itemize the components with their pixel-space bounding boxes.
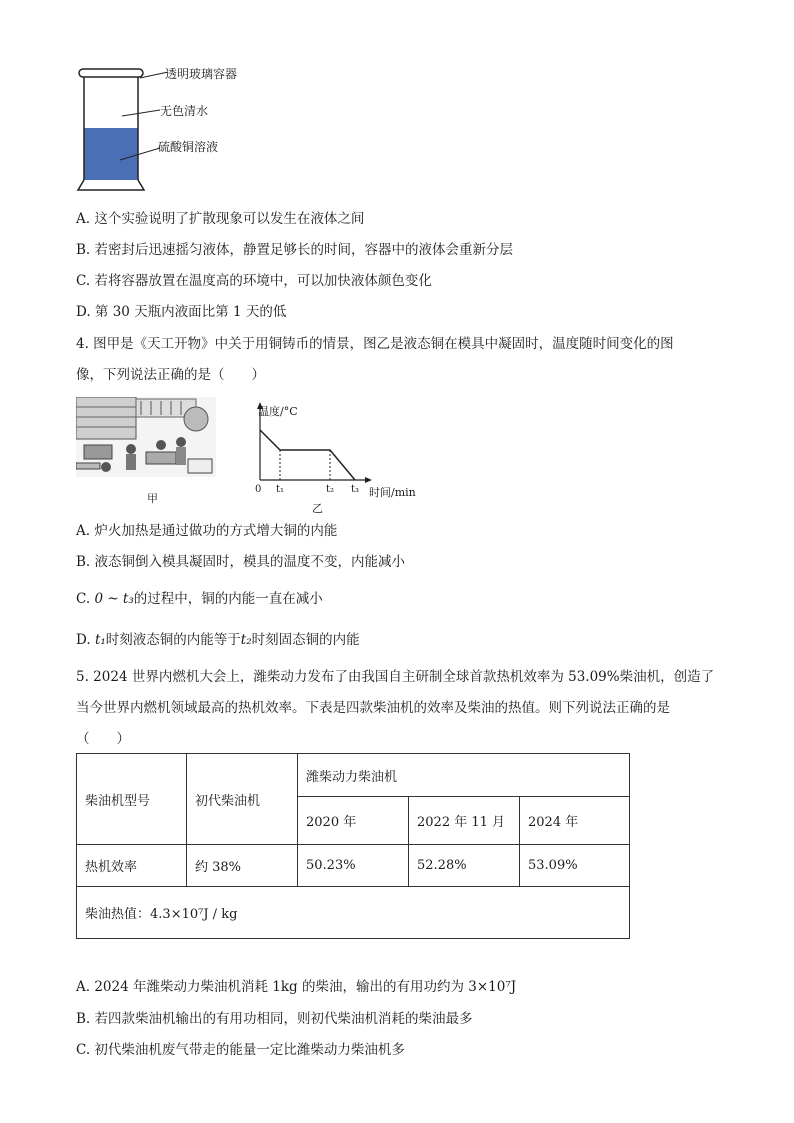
label-container: 透明玻璃容器 — [165, 67, 238, 81]
header-weichai: 潍柴动力柴油机 — [298, 754, 630, 797]
q5-stem-line1: 5. 2024 世界内燃机大会上，潍柴动力发布了由我国自主研制全球首款热机效率为 53.09%柴油机，创造了 — [76, 669, 715, 685]
q4-stem-line2: 像，下列说法正确的是（ ） — [76, 367, 265, 383]
q5-option-c: C. 初代柴油机废气带走的能量一定比潍柴动力柴油机多 — [76, 1042, 405, 1058]
label-solution: 硫酸铜溶液 — [158, 140, 219, 154]
q4-option-c-text: 的过程中，铜的内能一直在减小 — [133, 591, 323, 607]
graph-t2: t₂ — [326, 484, 335, 495]
efficiency-2020: 50.23% — [298, 845, 409, 887]
year-2024: 2024 年 — [520, 797, 630, 845]
x-axis-arrow — [365, 477, 372, 483]
efficiency-2022: 52.28% — [409, 845, 520, 887]
efficiency-first-gen: 约 38% — [187, 845, 298, 887]
header-first-gen: 初代柴油机 — [187, 754, 298, 845]
graph-ylabel: 温度/°C — [258, 405, 298, 418]
q4-option-d-letter: D. — [76, 632, 95, 648]
q5-stem-line2: 当今世界内燃机领域最高的热机效率。下表是四款柴油机的效率及柴油的热值。则下列说法正确的是 — [76, 700, 670, 716]
q4-option-d-t1: t₁ — [94, 632, 106, 648]
q4-option-c — [76, 590, 323, 608]
heat-value-cell — [77, 887, 630, 939]
figure-jia-label: 甲 — [147, 492, 158, 505]
year-2022: 2022 年 11 月 — [409, 797, 520, 845]
graph-origin: 0 — [255, 484, 262, 495]
q4-option-d-t2: t₂ — [240, 632, 252, 648]
heat-value-label: 柴油热值： — [85, 907, 151, 922]
cooling-curve — [260, 430, 355, 480]
q3-option-a: A. 这个实验说明了扩散现象可以发生在液体之间 — [76, 211, 365, 227]
table-row — [77, 845, 630, 887]
q3-option-c: C. 若将容器放置在温度高的环境中，可以加快液体颜色变化 — [76, 273, 432, 289]
q4-option-c-expr: 0 ~ t₃ — [94, 591, 134, 607]
q4-option-d — [76, 631, 360, 649]
graph-t1: t₁ — [276, 484, 285, 495]
row-label-efficiency: 热机效率 — [77, 845, 187, 887]
heat-value: 4.3×10⁷J / kg — [150, 907, 238, 922]
tiangong-kaiwu-illustration — [76, 397, 216, 489]
efficiency-2024: 53.09% — [520, 845, 630, 887]
q4-option-c-letter: C. — [76, 591, 95, 607]
q3-option-d: D. 第 30 天瓶内液面比第 1 天的低 — [76, 304, 287, 320]
q5-option-b: B. 若四款柴油机输出的有用功相同，则初代柴油机消耗的柴油最多 — [76, 1011, 473, 1027]
q5-stem-line3: （ ） — [76, 731, 130, 747]
q3-option-b: B. 若密封后迅速摇匀液体，静置足够长的时间，容器中的液体会重新分层 — [76, 242, 514, 258]
q4-option-d-text: 时刻固态铜的内能 — [251, 632, 360, 648]
year-2020: 2020 年 — [298, 797, 409, 845]
figure-jia — [76, 397, 216, 489]
label-water: 无色清水 — [160, 104, 209, 118]
diesel-efficiency-table — [76, 753, 630, 939]
q4-option-b: B. 液态铜倒入模具凝固时，模具的温度不变，内能减小 — [76, 554, 406, 570]
table-row — [77, 887, 630, 939]
q4-option-d-mid: 时刻液态铜的内能等于 — [105, 632, 241, 648]
q4-option-a: A. 炉火加热是通过做功的方式增大铜的内能 — [76, 523, 338, 539]
graph-t3: t₃ — [351, 484, 360, 495]
header-model: 柴油机型号 — [77, 754, 187, 845]
q4-stem-line1: 4. 图甲是《天工开物》中关于用铜铸币的情景，图乙是液态铜在模具中凝固时，温度随时间变化的图 — [76, 336, 674, 352]
figure-yi-label: 乙 — [312, 502, 323, 515]
graph-xlabel: 时间/min — [369, 486, 416, 499]
q5-option-a: A. 2024 年潍柴动力柴油机消耗 1kg 的柴油，输出的有用功约为 3×10⁷J — [76, 979, 517, 995]
